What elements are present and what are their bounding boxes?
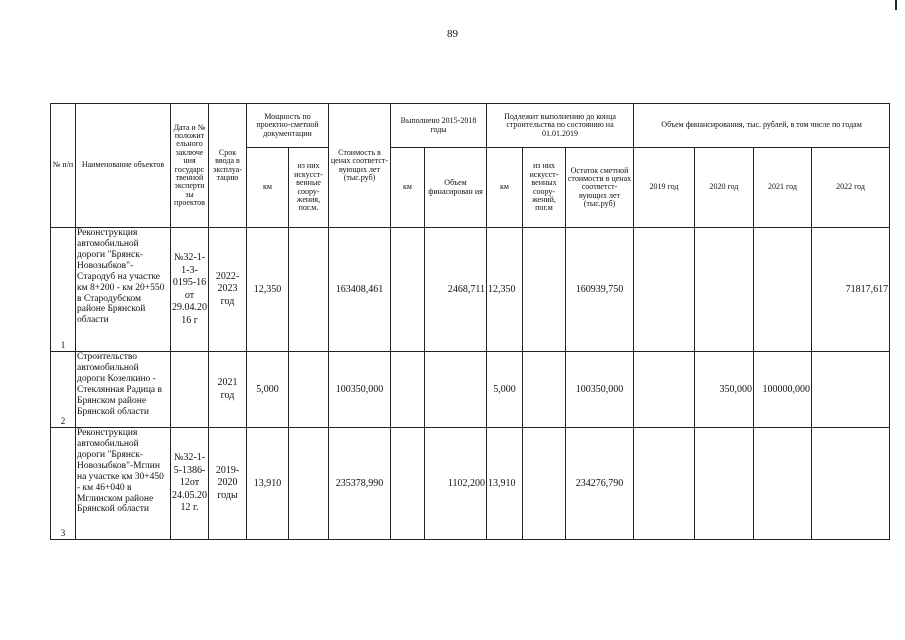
row-done-financing: 2468,711 [425, 228, 487, 352]
row-km: 12,350 [247, 228, 289, 352]
header-done-group: Выполнено 2015-2018 годы [391, 104, 487, 148]
row-year-2019 [634, 352, 695, 428]
objects-table [50, 103, 890, 540]
header-expertise-date: Дата и № положит ельного заключе ния государс твенной эксперти зы проектов [171, 104, 209, 228]
row-done-km [391, 428, 425, 540]
header-year-2022: 2022 год [812, 148, 890, 228]
header-capacity-structures: из них искусст- венные соору- жения, пог.м. [289, 148, 329, 228]
header-done-km: км [391, 148, 425, 228]
row-remaining-km: 13,910 [487, 428, 523, 540]
header-capacity-km: км [247, 148, 289, 228]
row-term: 2021 год [209, 352, 247, 428]
row-year-2022 [812, 428, 890, 540]
table-row [51, 428, 890, 540]
header-capacity-group: Мощность по проектно-сметной документации [247, 104, 329, 148]
row-done-km [391, 228, 425, 352]
row-year-2019 [634, 228, 695, 352]
row-expertise-date: №32-1-1-3-0195-16 от 29.04.20 16 г [171, 228, 209, 352]
scan-edge-mark [895, 0, 897, 10]
row-expertise-date: №32-1-5-1386-12от 24.05.20 12 г. [171, 428, 209, 540]
header-remaining-km: км [487, 148, 523, 228]
header-remaining-group: Подлежит выполнению до конца строительства по состоянию на 01.01.2019 [487, 104, 634, 148]
header-year-2020: 2020 год [695, 148, 754, 228]
header-commissioning-term: Срок ввода в эксплуа- тацию [209, 104, 247, 228]
row-remaining-cost: 234276,790 [566, 428, 634, 540]
table-row [51, 228, 890, 352]
row-remaining-cost: 160939,750 [566, 228, 634, 352]
row-structures [289, 428, 329, 540]
row-remaining-cost: 100350,000 [566, 352, 634, 428]
row-term: 2019-2020 годы [209, 428, 247, 540]
row-name: Строительство автомобильной дороги Козелкино - Стеклянная Радица в Брянском районе Брянской области [76, 352, 171, 428]
row-year-2022: 71817,617 [812, 228, 890, 352]
header-done-financing: Объем финасирован ия [425, 148, 487, 228]
row-km: 5,000 [247, 352, 289, 428]
row-remaining-km: 5,000 [487, 352, 523, 428]
row-structures [289, 352, 329, 428]
row-cost: 235378,990 [329, 428, 391, 540]
row-num: 2 [51, 352, 76, 428]
row-km: 13,910 [247, 428, 289, 540]
row-done-km [391, 352, 425, 428]
row-year-2021: 100000,000 [754, 352, 812, 428]
header-num: № п/п [51, 104, 76, 228]
row-year-2022 [812, 352, 890, 428]
row-remaining-structures [523, 428, 566, 540]
row-cost: 100350,000 [329, 352, 391, 428]
row-name: Реконструкция автомобильной дороги "Брянск-Новозыбков"-Стародуб на участке км 8+200 - км 20+550 в Стародубском районе Брянской области [76, 228, 171, 352]
header-cost: Стоимость в ценах соответст- вующих лет (тыс.руб) [329, 104, 391, 228]
row-done-financing [425, 352, 487, 428]
row-num: 1 [51, 228, 76, 352]
header-remaining-structures: из них искусст- венных соору- жений, пог.м [523, 148, 566, 228]
row-year-2020 [695, 428, 754, 540]
row-done-financing: 1102,200 [425, 428, 487, 540]
header-year-2019: 2019 год [634, 148, 695, 228]
header-financing-group: Объем финансирования, тыс. рублей, в том числе по годам [634, 104, 890, 148]
header-name: Наименование объектов [76, 104, 171, 228]
table-row [51, 352, 890, 428]
row-year-2021 [754, 228, 812, 352]
row-year-2020 [695, 228, 754, 352]
page-number: 89 [447, 28, 458, 40]
row-structures [289, 228, 329, 352]
row-remaining-structures [523, 228, 566, 352]
row-name: Реконструкция автомобильной дороги "Брянск-Новозыбков"-Мглин на участке км 30+450 - км 46+040 в Мглинском районе Брянской области [76, 428, 171, 540]
header-year-2021: 2021 год [754, 148, 812, 228]
row-year-2019 [634, 428, 695, 540]
row-remaining-km: 12,350 [487, 228, 523, 352]
row-remaining-structures [523, 352, 566, 428]
header-remaining-cost: Остаток сметной стоимости в ценах соответст- вующих лет (тыс.руб) [566, 148, 634, 228]
row-year-2021 [754, 428, 812, 540]
row-expertise-date [171, 352, 209, 428]
row-year-2020: 350,000 [695, 352, 754, 428]
row-cost: 163408,461 [329, 228, 391, 352]
row-term: 2022-2023 год [209, 228, 247, 352]
row-num: 3 [51, 428, 76, 540]
